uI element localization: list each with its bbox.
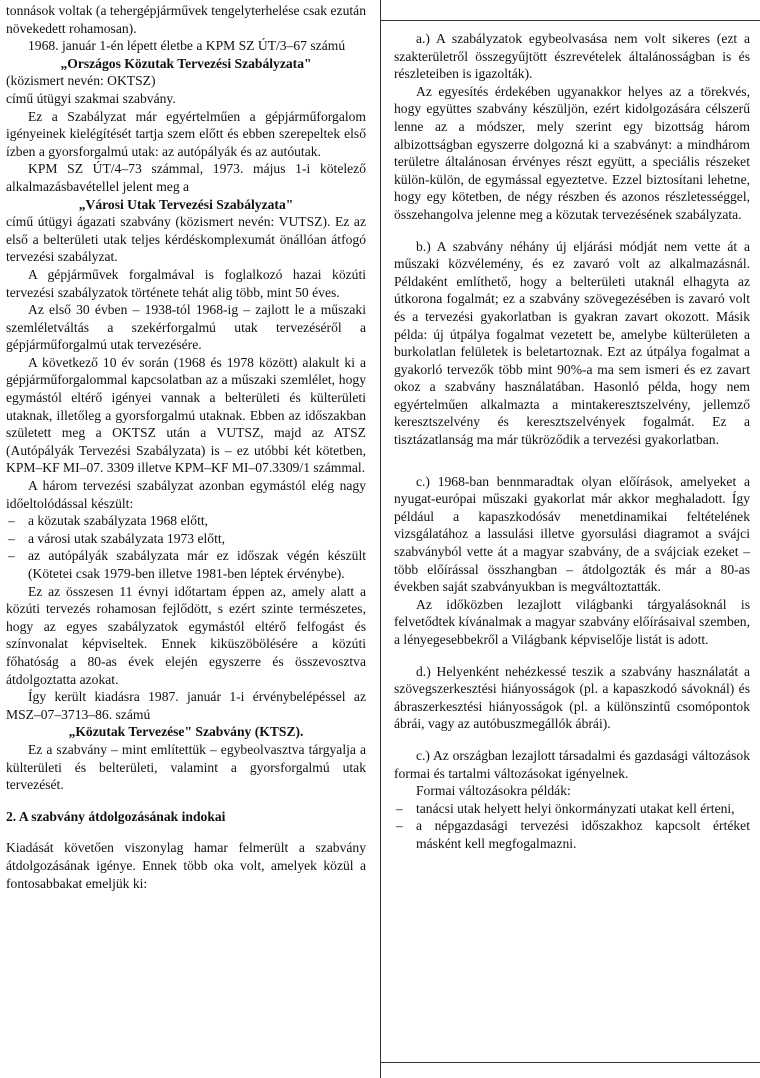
spacer: [394, 224, 750, 238]
list-item: [394, 817, 750, 852]
standard-title: „Közutak Tervezése" Szabvány (KTSZ).: [68, 724, 304, 740]
dash-bullet: –: [8, 548, 15, 564]
list-item: [6, 530, 366, 548]
paragraph: Az időközben lezajlott világbanki tárgyalásoknál is felvetődtek kívánalmak a magyar szabvány előírásaival szemben, a lényegesebbekről a Világbank képviselője listát is adott.: [394, 596, 750, 647]
spacer: [6, 794, 366, 808]
paragraph: Az első 30 évben – 1938-tól 1968-ig – zajlott le a műszaki szemléletváltás a szekérforgalmú utak tervezéséről a gépjárműforgalmú utak tervezésére.: [6, 302, 366, 353]
paragraph: Ez a szabvány – mint említettük – egybeolvasztva tárgyalja a külterületi és belterületi, valamint a gyorsforgalmú utak tervezését.: [6, 741, 366, 793]
right-column: [394, 30, 750, 853]
list-item-text: az autópályák szabályzata már ez időszak végén készült (Kötetei csak 1979-ben illetve 1981-ben léptek érvénybe).: [28, 548, 366, 581]
paragraph: A gépjárművek forgalmával is foglalkozó hazai közúti tervezési szabályzatok története tehát alig több, mint 50 éves.: [6, 266, 366, 300]
list-item-text: a városi utak szabályzata 1973 előtt,: [28, 530, 226, 546]
paragraph: tonnások voltak (a tehergépjárművek tengelyterhelése csak ezután növekedett rohamosan).: [6, 3, 366, 36]
list-item-text: a közutak szabályzata 1968 előtt,: [28, 513, 209, 529]
left-column: [6, 2, 366, 892]
paragraph: c.) 1968-ban bennmaradtak olyan előírások, amelyeket a nyugat-európai műszaki gyakorlat már akkor meghaladott. Így például a kapaszkodósáv menetdinamikai feltételének vizsgálatához a lassulási illetve gyorsulási diagramot a svájci szabványból vette át a magyar szabvány, de a svájciak ezeket – több előírással összhangban – átdolgozták és már a 80-as években saját szabványukban is megváltoztatták.: [394, 473, 750, 595]
paragraph: című útügyi ágazati szabvány (közismert nevén: VUTSZ). Ez az első a belterületi utak teljes kérdéskomplexumát önállóan átfogó tervezési szabályzat.: [6, 214, 366, 265]
paragraph: 1968. január 1-én lépett életbe a KPM SZ ÚT/3–67 számú: [28, 38, 346, 54]
dash-bullet: –: [8, 513, 15, 529]
paragraph: A következő 10 év során (1968 és 1978 között) alakult ki a gépjárműforgalommal kapcsolatban az a műszaki szemlélet, hogy egymástól eltérő igényei vannak a belterületi és külterületi utaknak, illetőleg a gyorsforgalmú utaknak. Ebben az időszakban született meg a OKTSZ után a VUTSZ, majd az ATSZ (Autópályák Tervezési Szabályzata) is – ez utóbbi két kötetben, KPM–KF MI–07. 3309 illetve KPM–KF MI–07.3309/1 számmal.: [6, 354, 366, 476]
standard-title: „Városi Utak Tervezési Szabályzata": [78, 196, 294, 212]
bottom-rule: [380, 1062, 760, 1063]
spacer: [394, 649, 750, 663]
column-divider: [380, 0, 381, 1078]
standard-title: „Országos Közutak Tervezési Szabályzata": [60, 55, 312, 71]
dash-bullet: –: [8, 530, 15, 546]
paragraph: Az egyesítés érdekében ugyanakkor helyes az a törekvés, hogy együttes szabvány készüljön, ezért kidolgozására célszerű lenne az a módszer, mely szerint egy bizottság három albizottságban egyszerre dolgozná ki a szabványt: a mindhárom területre általánosan érvényes részt együtt, a speciális részeket külön-külön, de egymással egyeztetve. Ezzel biztosítani lehetne, hogy egy kötetben, de négy részben és azonos részletességgel, összehangolva jelenne meg a közutak tervezésének szabályzata.: [394, 83, 750, 222]
paragraph: KPM SZ ÚT/4–73 számmal, 1973. május 1-i kötelező alkalmazásbavétellel jelent meg a: [6, 161, 366, 194]
paragraph: a.) A szabályzatok egybeolvasása nem volt sikeres (ezt a szakterületről összegyűjtött észrevételek általánosságban is és részleteiben is igazolták).: [394, 31, 750, 82]
paragraph: Formai változásokra példák:: [416, 783, 571, 799]
paragraph: (közismert nevén: OKTSZ): [6, 73, 156, 89]
section-heading: 2. A szabvány átdolgozásának indokai: [6, 808, 226, 824]
list-item-text: a népgazdasági tervezési időszakhoz kapcsolt értéket másként kell megfogalmazni.: [416, 818, 750, 851]
spacer: [394, 449, 750, 473]
list-item: [6, 547, 366, 582]
top-rule: [380, 20, 760, 21]
list-item: [6, 512, 366, 530]
paragraph: A három tervezési szabályzat azonban egymástól elég nagy időeltolódással készült:: [6, 478, 366, 511]
paragraph: Kiadását követően viszonylag hamar felmerült a szabvány átdolgozásának igénye. Ennek több oka volt, amelyek közül a fontosabbakat emeljük ki:: [6, 840, 366, 891]
paragraph: b.) A szabvány néhány új eljárási módját nem vette át a műszaki közvélemény, és ez zavaró volt az alkalmazásnál. Példaként említhető, hogy a belterületi utaknál elhagyta az útkorona fogalmát; ez a szabvány szövegezésében is zavaró volt és a tervezési gyakorlatban is gyakran zavart okozott. Másik példa: új útpálya fogalmat vezetett be, amelybe külterületen a burkolatlan felületek is beletartoznak. Ezt az útpálya fogalmat a gyakorló tervezők több mint 90%-a ma sem ismeri és ez zavart okoz a szabvány használatában. Hasonló példa, hogy nem egyértelműen alkalmazta a mintakeresztszelvény, jellemző keresztszelvény és keresztszelvények fogalmát. Ez a tisztázatlanság ma már tükröződik a tervezési gyakorlatban.: [394, 238, 750, 448]
paragraph: Így került kiadásra 1987. január 1-i érvénybelépéssel az MSZ–07–3713–86. számú: [6, 689, 366, 722]
list-item: [394, 800, 750, 818]
dash-bullet: –: [396, 818, 403, 834]
paragraph: d.) Helyenként nehézkessé teszik a szabvány használatát a szövegszerkesztési hiányosságok (pl. a kapaszkodó sávoknál) és ábraszerkesztési hiányosságok (pl. a különszintű csomópontok ábrái, vagy az autóbuszmegállók ábrái).: [394, 663, 750, 732]
spacer: [394, 733, 750, 747]
dash-bullet: –: [396, 800, 403, 816]
paragraph: című útügyi szakmai szabvány.: [6, 90, 176, 106]
paragraph: c.) Az országban lezajlott társadalmi és gazdasági változások formai és tartalmi változásokat igényelnek.: [394, 747, 750, 781]
paragraph: Ez az összesen 11 évnyi időtartam éppen az, amely alatt a közúti tervezés rohamosan fejlődött, s ezért szinte természetes, hogy az egyes szabályzatok egymástól eltérő felfogást és színvonalat képviseltek. Ennek kiküszöbölésére a közúti főhatóság a 80-as évek elején egyszerre és összevosztva átdolgoztatta azokat.: [6, 583, 366, 687]
spacer: [6, 825, 366, 839]
list-item-text: tanácsi utak helyett helyi önkormányzati utakat kell érteni,: [416, 800, 735, 816]
paragraph: Ez a Szabályzat már egyértelműen a gépjárműforgalom igényeinek kielégítését tartja szem előtt és ebben szerepeltek első ízben a gyorsforgalmú utak: az autópályák és az autóutak.: [6, 108, 366, 159]
